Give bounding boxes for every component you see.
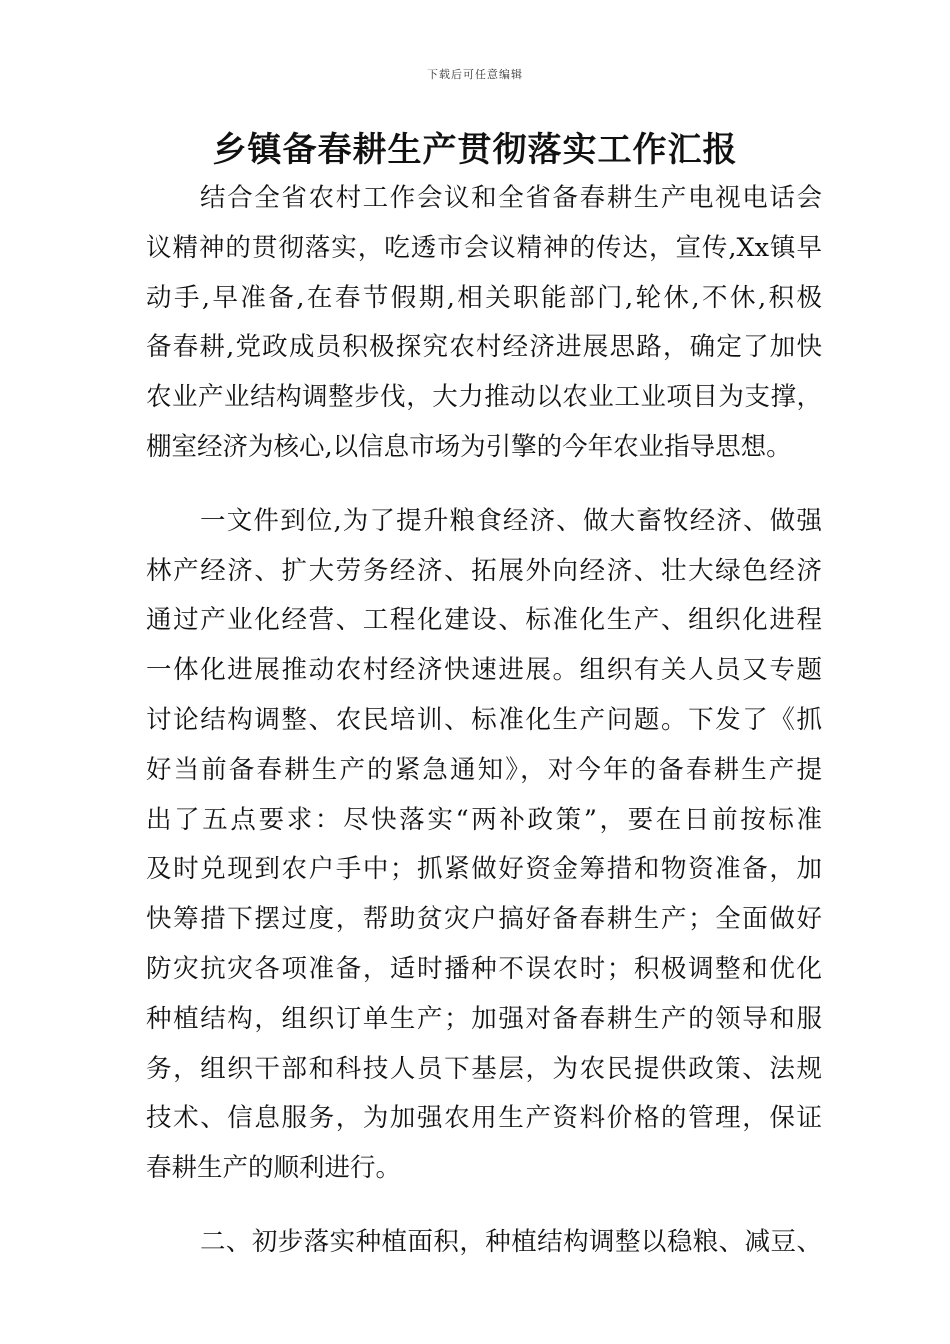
text-line: 议精神的贯彻落实，吃透市会议精神的传达，宣传,Xx镇早	[146, 232, 822, 263]
paragraph-gap	[146, 1194, 822, 1218]
text-line: 备春耕,党政成员积极探究农村经济进展思路，确定了加快	[146, 332, 822, 363]
text-line: 动手,早准备,在春节假期,相关职能部门,轮休,不休,积极	[146, 282, 822, 313]
header-note: 下载后可任意编辑	[427, 68, 523, 81]
text-line: 种植结构，组织订单生产；加强对备春耕生产的领导和服	[146, 1003, 822, 1034]
text-line: 及时兑现到农户手中；抓紧做好资金筹措和物资准备，加	[146, 854, 822, 885]
text-line: 好当前备春耕生产的紧急通知》，对今年的备春耕生产提	[146, 754, 822, 785]
text-line: 务，组织干部和科技人员下基层，为农民提供政策、法规	[146, 1053, 822, 1084]
paragraph-gap	[146, 473, 822, 497]
text-line: 农业产业结构调整步伐，大力推动以农业工业项目为支撑，	[146, 382, 822, 413]
document-title: 乡镇备春耕生产贯彻落实工作汇报	[212, 130, 738, 170]
text-line: 通过产业化经营、工程化建设、标准化生产、组织化进程	[146, 605, 822, 636]
text-line: 一文件到位,为了提升粮食经济、做大畜牧经济、做强	[200, 505, 822, 536]
text-line: 出了五点要求：尽快落实“两补政策”，要在日前按标准	[146, 804, 822, 835]
text-line: 技术、信息服务，为加强农用生产资料价格的管理，保证	[146, 1103, 822, 1134]
text-line: 结合全省农村工作会议和全省备春耕生产电视电话会	[200, 183, 822, 213]
text-line: 防灾抗灾各项准备，适时播种不误农时；积极调整和优化	[146, 953, 822, 984]
text-line: 讨论结构调整、农民培训、标准化生产问题。下发了《抓	[146, 704, 822, 735]
paragraph-2	[146, 497, 822, 1194]
document-body	[146, 174, 822, 1268]
text-line: 快筹措下摆过度，帮助贫灾户搞好备春耕生产；全面做好	[146, 904, 822, 935]
text-line: 春耕生产的顺利进行。	[146, 1153, 402, 1184]
text-line: 棚室经济为核心,以信息市场为引擎的今年农业指导思想。	[146, 431, 792, 462]
text-line: 一体化进展推动农村经济快速进展。组织有关人员又专题	[146, 655, 822, 686]
paragraph-3	[146, 1218, 822, 1268]
text-line: 林产经济、扩大劳务经济、拓展外向经济、壮大绿色经济	[146, 555, 822, 586]
paragraph-1	[146, 174, 822, 473]
text-line: 二、初步落实种植面积，种植结构调整以稳粮、减豆、	[200, 1226, 822, 1257]
